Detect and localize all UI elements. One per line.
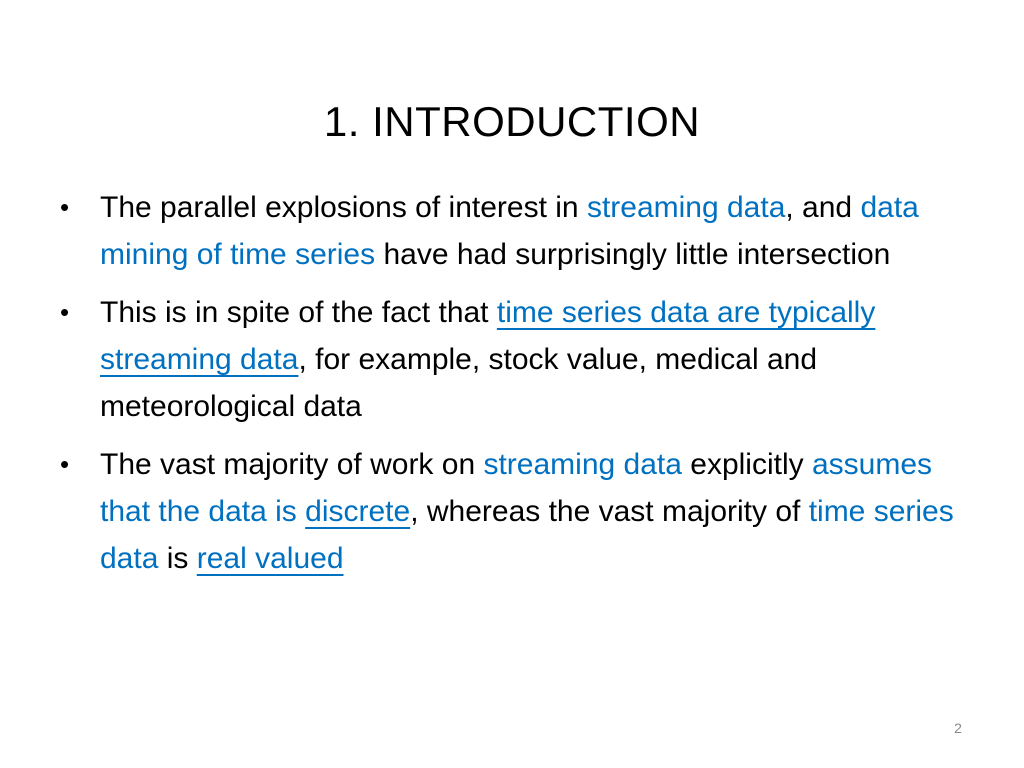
bullet-marker: • [60, 192, 70, 222]
highlight-data-mining-time-series: data mining of time series [100, 191, 919, 271]
bullet-text: is [158, 542, 197, 575]
bullet-item-2 [56, 289, 956, 430]
bullet-text: , and [785, 191, 861, 224]
bullet-item-1 [56, 184, 956, 278]
bullet-item-3 [56, 441, 956, 582]
highlight-time-series-data: time series data [100, 495, 954, 575]
link-time-series-streaming-data[interactable]: time series data are typically streaming data [100, 296, 876, 376]
bullet-text: , whereas the vast majority of [410, 495, 809, 528]
highlight-assumes-data-is: assumes that the data is [100, 448, 933, 528]
bullet-text: have had surprisingly little intersection [375, 238, 891, 271]
bullet-marker: • [60, 297, 70, 327]
bullet-text: The parallel explosions of interest in [100, 191, 587, 224]
bullet-text: The vast majority of work on [100, 448, 484, 481]
page-number: 2 [954, 720, 962, 736]
link-real-valued[interactable]: real valued [196, 542, 344, 575]
slide-title: 1. INTRODUCTION [323, 98, 701, 146]
highlight-streaming-data: streaming data [483, 448, 682, 481]
bullet-marker: • [60, 449, 70, 479]
highlight-streaming-data: streaming data [586, 191, 786, 224]
bullet-list [56, 184, 956, 593]
link-discrete[interactable]: discrete [305, 495, 411, 528]
bullet-text: This is in spite of the fact that [100, 296, 497, 329]
bullet-text: explicitly [681, 448, 812, 481]
bullet-text: , for example, stock value, medical and meteorological data [100, 343, 818, 423]
